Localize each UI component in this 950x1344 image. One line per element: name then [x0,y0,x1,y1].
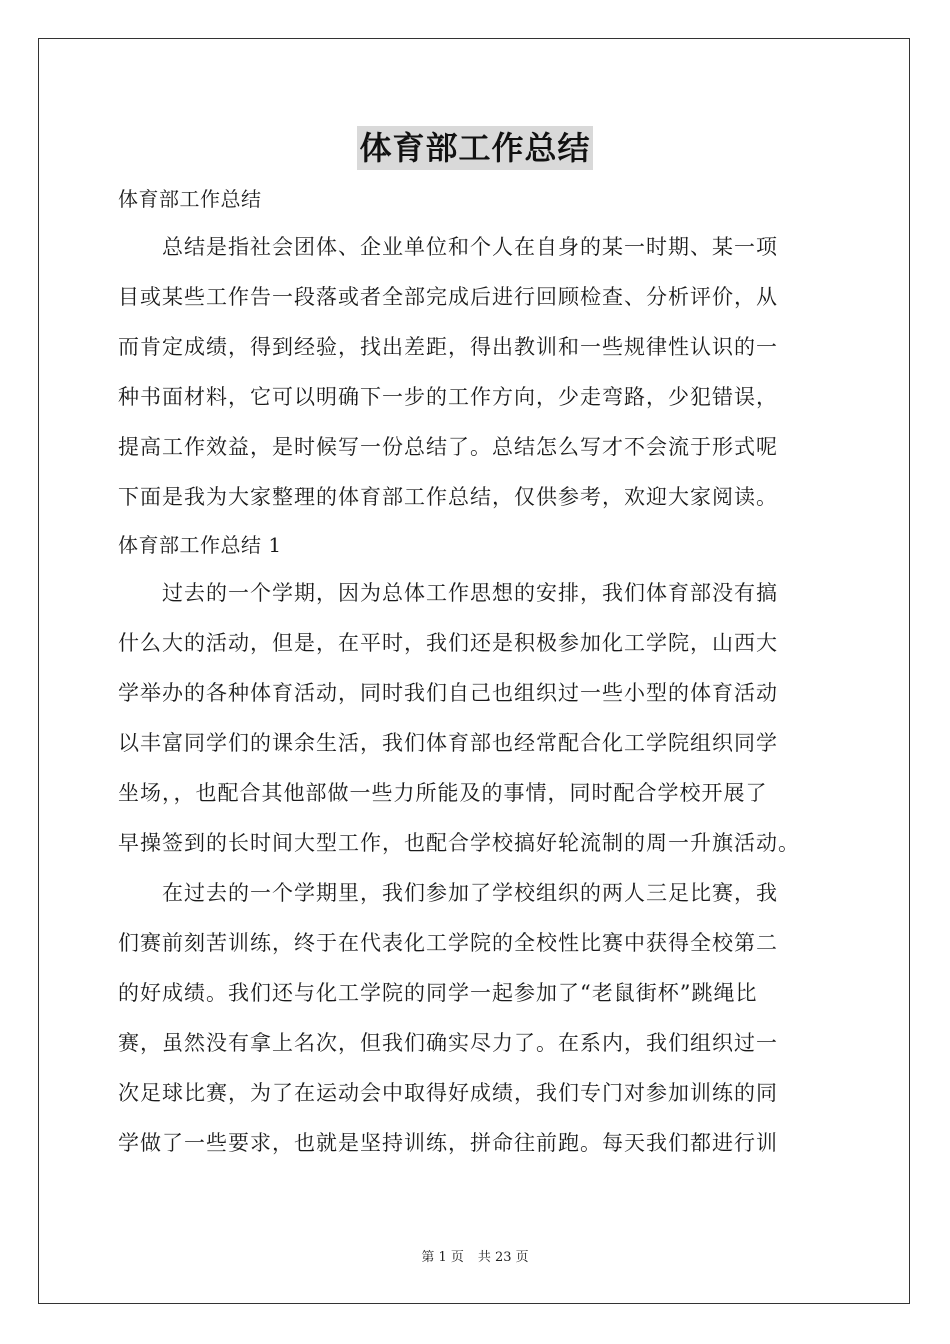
page-footer [0,1246,950,1265]
intro-line: 目或某些工作告一段落或者全部完成后进行回顾检查、分析评价，从 [118,285,778,309]
document-title-text: 体育部工作总结 [357,126,592,170]
intro-line: 种书面材料，它可以明确下一步的工作方向，少走弯路，少犯错误， [118,385,778,409]
paragraph-line: 学做了一些要求，也就是坚持训练，拼命往前跑。每天我们都进行训 [118,1131,778,1155]
paragraph-line: 早操签到的长时间大型工作，也配合学校搞好轮流制的周一升旗活动。 [118,831,800,855]
intro-line: 总结是指社会团体、企业单位和个人在自身的某一时期、某一项 [118,235,778,259]
paragraph-line: 学举办的各种体育活动，同时我们自己也组织过一些小型的体育活动 [118,681,778,705]
paragraph-2 [118,868,836,1168]
document-body [118,176,836,1168]
intro-line: 而肯定成绩，得到经验，找出差距，得出教训和一些规律性认识的一 [118,335,778,359]
page-number-current: 第 1 页 [421,1250,464,1265]
document-subtitle: 体育部工作总结 [118,187,262,211]
intro-line: 下面是我为大家整理的体育部工作总结，仅供参考，欢迎大家阅读。 [118,485,778,509]
paragraph-1 [118,568,836,868]
paragraph-line: 坐场，，也配合其他部做一些力所能及的事情，同时配合学校开展了 [118,781,768,805]
paragraph-line: 什么大的活动，但是，在平时，我们还是积极参加化工学院，山西大 [118,631,778,655]
paragraph-line: 以丰富同学们的课余生活，我们体育部也经常配合化工学院组织同学 [118,731,778,755]
paragraph-line: 的好成绩。我们还与化工学院的同学一起参加了“老鼠街杯”跳绳比 [118,981,758,1005]
section-heading: 体育部工作总结 1 [118,533,282,557]
intro-line: 提高工作效益，是时候写一份总结了。总结怎么写才不会流于形式呢 [118,435,778,459]
document-title [0,126,950,170]
paragraph-line: 过去的一个学期，因为总体工作思想的安排，我们体育部没有搞 [118,581,778,605]
paragraph-line: 在过去的一个学期里，我们参加了学校组织的两人三足比赛，我 [118,881,778,905]
paragraph-line: 们赛前刻苦训练，终于在代表化工学院的全校性比赛中获得全校第二 [118,931,778,955]
paragraph-line: 次足球比赛，为了在运动会中取得好成绩，我们专门对参加训练的同 [118,1081,778,1105]
paragraph-line: 赛，虽然没有拿上名次，但我们确实尽力了。在系内，我们组织过一 [118,1031,778,1055]
page-number-total: 共 23 页 [477,1250,529,1265]
intro-paragraph [118,222,836,522]
